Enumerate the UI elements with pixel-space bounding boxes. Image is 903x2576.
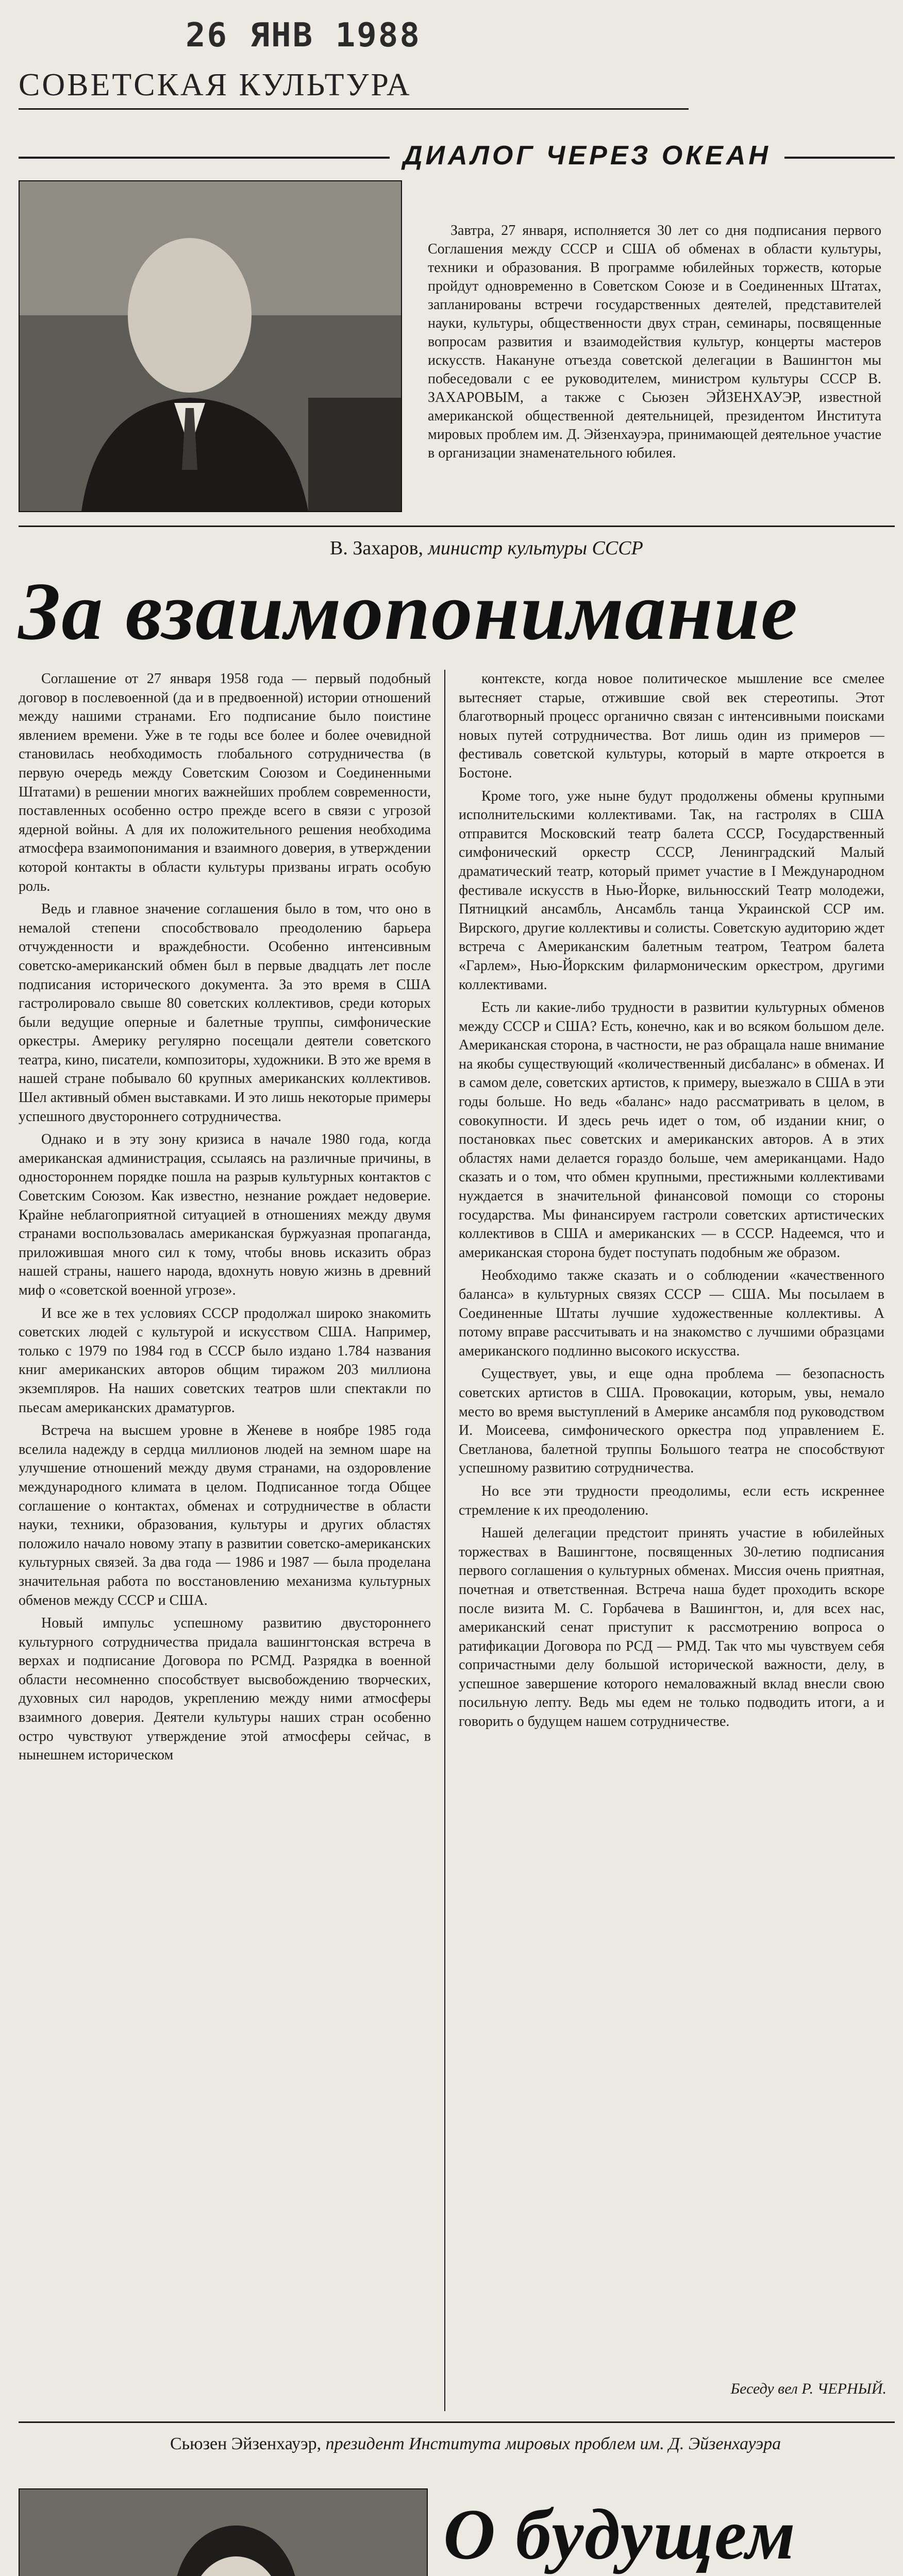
newspaper-name: СОВЕТСКАЯ КУЛЬТУРА [19, 67, 412, 103]
article1-author: В. Захаров, [330, 537, 424, 559]
article2-author: Сьюзен Эйзенхауэр, [170, 2434, 322, 2453]
article1-title: За взаимопонимание [19, 565, 799, 657]
article2-author-role: президент Института мировых проблем им. Д. Эйзенхауэра [325, 2434, 781, 2453]
paragraph: контексте, когда новое политическое мышление все смелее вытесняет старые, отжившие свой век стереотипы. Этот благотворный процесс органично связан с интенсивными поисками новых путей сотрудничества. Вот лишь один из примеров — фестиваль советской культуры, который в марте откроется в Бостоне. [459, 671, 884, 781]
paragraph: Встреча на высшем уровне в Женеве в ноябре 1985 года вселила надежду в сердца миллионов людей на земном шаре на улучшение отношений между двумя странами, на оздоровление международного климата в целом. Подписанное тогда Общее соглашение о контактах, обменах и сотрудничестве в области науки, техники, образования, культуры и других областях положило начало новому этапу в развитии советско-американских культурных связей. За два года — 1986 и 1987 — была проделана значительная работа по восстановлению механизма культурных обменов между СССР и США. [19, 1422, 431, 1608]
article1-interviewer: Беседу вел Р. ЧЕРНЫЙ. [730, 2380, 887, 2397]
photo-eisenhower [19, 2488, 428, 2576]
article2-title [443, 2494, 892, 2576]
paragraph: Есть ли какие-либо трудности в развитии культурных обменов между СССР и США? Есть, конечно, как и во всяком большом деле. Американская сторона, в частности, не раз обращала наше внимание на якобы существующий «количественный дисбаланс» в обменах. И в самом деле, советских артистов, к примеру, выезжало в США в эти годы больше. Но ведь «баланс» надо рассматривать в целом, в совокупности. И здесь речь идет о том, об издании книг, о постановках пьес советских и американских авторов. А в этих областях нами делается гораздо больше, чем американцами. Надо сказать и о том, что обмен крупными, престижными коллективами нуждается в значительной финансовой помощи со стороны государства. Мы финансируем гастроли советских артистических коллективов в США и американских — в СССР. Надеемся, что и американская сторона будет поступать подобным же образом. [459, 999, 884, 1261]
paragraph: Соглашение от 27 января 1958 года — первый подобный договор в послевоенной (да и в предвоенной) истории отношений между нашими странами. Его подписание было поистине явлением времени. Уже в те годы все более и более очевидной становилась необходимость глобального сотрудничества (в первую очередь между Советским Союзом и Соединенными Штатами) в решении многих важнейших проблем современности, поставленных особенно остро прежде всего в связи с угрозой ядерной войны. А для их положительного решения необходима атмосфера взаимопонимания и взаимного доверия, в утверждении которой контакты в области культуры призваны играть особую роль. [19, 671, 431, 894]
article1-column-2 [459, 670, 884, 2370]
photo-zakharov [19, 180, 402, 512]
date-stamp: 26 ЯНВ 1988 [186, 16, 421, 55]
column-divider [444, 670, 445, 2411]
rubric-title: ДИАЛОГ ЧЕРЕЗ ОКЕАН [390, 140, 784, 171]
paragraph: Новый импульс успешному развитию двустороннего культурного сотрудничества придала вашингтонская встреча в верхах и подписание Договора по РСМД. Разрядка в военной области несомненно способствует высвобождению творческих, духовных сил народов, укреплению между ними атмосферы взаимного доверия. Деятели культуры наших стран особенно остро чувствуют утверждение этой атмосферы сейчас, в нынешнем историческом [19, 1615, 431, 1764]
article1-author-role: министр культуры СССР [428, 537, 643, 559]
paragraph: Однако и в эту зону кризиса в начале 1980 года, когда американская администрация, ссылаясь на различные причины, в одностороннем порядке пошла на разрыв культурных контактов с Советским Союзом. Как известно, незнание рождает недоверие. Крайне неблагоприятной ситуацией в отношениях между двумя странами воспользовалась американская буржуазная пропаганда, приложившая много сил к тому, чтобы вновь исказить образ нашей страны, нашего народа, вдохнуть новую жизнь в древний миф о «советской военной угрозе». [19, 1131, 431, 1298]
paragraph: Существует, увы, и еще одна проблема — безопасность советских артистов в США. Провокации, которым, увы, немало место во время выступлений в Америке ансамбля под руководством И. Моисеева, симфонического оркестра под управлением Е. Светланова, балетной труппы Большого театра не способствуют успешному развитию сотрудничества. [459, 1366, 884, 1477]
rubric-banner [19, 140, 895, 176]
paragraph: Кроме того, уже ныне будут продолжены обмены крупными исполнительскими коллективами. Так, на гастролях в США отправится Московский театр балета СССР, Государственный симфонический оркестр СССР, Ленинградский Малый драматический театр, который примет участие в I Международном фестивале искусств в Нью-Йорке, вильнюсский Театр молодежи, Пятницкий ансамбль, Ансамбль танца Украинской ССР им. Вирского, другие коллективы и солисты. Советскую аудиторию ждет встреча с Американским балетным театром, Театром балета «Гарлем», Нью-Йоркским филармоническим оркестром, другими коллективами. [459, 788, 884, 993]
paragraph: Необходимо также сказать и о соблюдении «качественного баланса» в культурных связях СССР — США. Мы посылаем в Соединенные Штаты лучшие художественные коллективы. А потому вправе рассчитывать и на знакомство с лучшими образцами американского подлинно высокого искусства. [459, 1267, 884, 1359]
article2-title-line-1: О будущем [443, 2495, 796, 2574]
paragraph: И все же в тех условиях СССР продолжал широко знакомить советских людей с культурой и искусством США. Например, только с 1979 по 1984 год в СССР было издано 1.784 названия книг американских авторов общим тиражом 203 миллиона экземпляров. На наших советских театров шли спектакли по пьесам американских драматургов. [19, 1305, 431, 1416]
article2-byline [170, 2433, 892, 2455]
article1-column-1 [19, 670, 431, 2411]
portrait-illustration [20, 181, 401, 511]
dialog-intro: Завтра, 27 января, исполняется 30 лет со дня подписания первого Соглашения между СССР и США об обменах в области культуры, техники и образования. В программе юбилейных торжеств, которые пройдут одновременно в Советском Союзе и в Соединенных Штатах, запланированы встречи государственных деятелей, представителей науки, культуры, общественности двух стран, семинары, посвященные вопросам развития и взаимодействия культур, концерты мастеров искусств. Накануне отъезда советской делегации в Вашингтон мы побеседовали с ее руководителем, министром культуры СССР В. ЗАХАРОВЫМ, а также с Сьюзен ЭЙЗЕНХАУЭР, известной американской общественной деятельницей, президентом Института мировых проблем им. Д. Эйзенхауэра, принимающей деятельное участие в организации знаменательного юбилея. [428, 223, 881, 461]
paragraph: Но все эти трудности преодолимы, если есть искреннее стремление к их преодолению. [459, 1483, 884, 1518]
portrait-illustration [20, 2489, 427, 2576]
article2-top-rule [19, 2421, 895, 2423]
paragraph: Ведь и главное значение соглашения было в том, что оно в немалой степени способствовало преодолению барьера отчужденности и враждебности. Особенно интенсивным советско-американский обмен был в первые двадцать лет после подписания исторического документа. За это время в США гастролировало свыше 80 советских коллективов, среди которых были ведущие оперные и балетные труппы, симфонические оркестры. Америку регулярно посещали деятели советского театра, кино, писатели, композиторы, художники. В это же время в нашей стране побывало 60 крупных американских коллективов. Шел активный обмен выставками. И это лишь некоторые примеры успешного двустороннего сотрудничества. [19, 901, 431, 1125]
article1-byline [330, 537, 892, 560]
article1-top-rule [19, 526, 895, 527]
masthead-rule [19, 108, 689, 110]
paragraph: Нашей делегации предстоит принять участие в юбилейных торжествах в Вашингтоне, посвященных 30-летию подписания первого соглашения о культурных обменах. Миссия очень приятная, почетная и ответственная. Встреча наша будет проходить вскоре после визита М. С. Горбачева в Вашингтон, и, для всех нас, американский сенат приступит к рассмотрению вопроса о ратификации Договора по РСД — РМД. Так что мы чувствуем себя сопричастными делу большой исторической важности, делу, в успешное завершение которого немаловажный вклад внесли свою посильную лепту. Ведь мы едем не только подводить итоги, а и говорить о будущем нашем сотрудничестве. [459, 1525, 884, 1730]
